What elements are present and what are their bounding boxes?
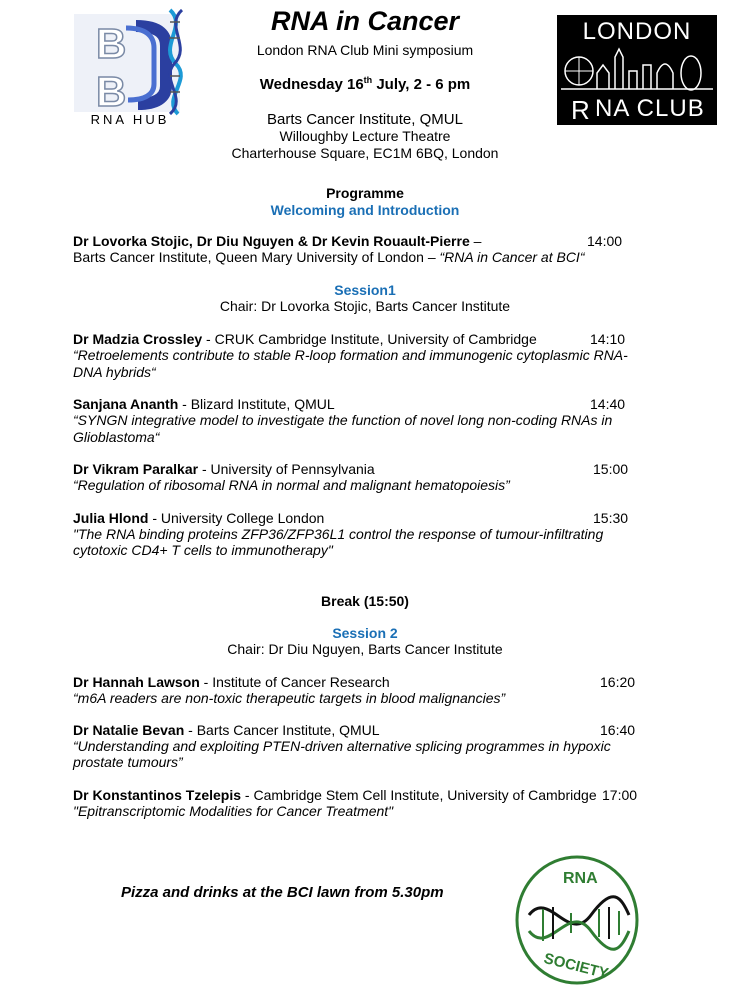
talk-time: 16:20 — [600, 674, 636, 690]
talk-title-cont: cytotoxic CD4+ T cells to immunotherapy" — [73, 542, 333, 558]
talk-title-cont: Glioblastoma“ — [73, 429, 160, 445]
talk-speaker: Dr Hannah Lawson - Institute of Cancer Research — [73, 674, 390, 690]
talk-speaker: Julia Hlond - University College London — [73, 510, 325, 526]
talk-speaker: Dr Natalie Bevan - Barts Cancer Institute, QMUL — [73, 722, 380, 738]
break-label: Break (15:50) — [321, 593, 409, 609]
welcome-heading: Welcoming and Introduction — [270, 202, 460, 218]
talk-time: 15:30 — [593, 510, 629, 526]
talk-time: 14:10 — [590, 331, 626, 347]
talk-title-cont: prostate tumours” — [73, 754, 183, 770]
dna-double-helix-icon — [513, 853, 641, 987]
society-bottom-text: SOCIETY — [542, 950, 611, 983]
talk-speaker: Dr Konstantinos Tzelepis - Cambridge Stem Cell Institute, University of Cambridge — [73, 787, 597, 803]
london-logo-line1: LONDON — [582, 18, 692, 45]
talk-time: 16:40 — [600, 722, 636, 738]
venue: Barts Cancer Institute, QMUL — [267, 111, 463, 128]
talk-speaker: Sanjana Ananth - Blizard Institute, QMUL — [73, 396, 335, 412]
talk-speaker: Dr Madzia Crossley - CRUK Cambridge Institute, University of Cambridge — [73, 331, 537, 347]
talk-title: "The RNA binding proteins ZFP36/ZFP36L1 control the response of tumour-infiltrating — [73, 526, 604, 542]
talk-title: “Understanding and exploiting PTEN-driven alternative splicing programmes in hypoxic — [73, 738, 611, 754]
session1-chair: Chair: Dr Lovorka Stojic, Barts Cancer Institute — [219, 298, 511, 314]
london-logo-line2: NA CLUB — [595, 95, 705, 122]
event-date: Wednesday 16th July, 2 - 6 pm — [259, 75, 471, 93]
london-rna-club-logo — [557, 15, 717, 125]
talk-title: “Retroelements contribute to stable R-loop formation and immunogenic cytoplasmic RNA- — [73, 347, 628, 363]
bci-logo-text: RNA HUB — [90, 112, 170, 127]
talk-title: “SYNGN integrative model to investigate the function of novel long non-coding RNAs in — [73, 412, 613, 428]
closing-note: Pizza and drinks at the BCI lawn from 5.30pm — [121, 884, 444, 901]
talk-title-cont: DNA hybrids“ — [73, 364, 156, 380]
page-title: RNA in Cancer — [270, 6, 460, 36]
intro-time: 14:00 — [587, 233, 623, 249]
talk-time: 15:00 — [593, 461, 629, 477]
intro-affiliation: Barts Cancer Institute, Queen Mary University of London – “RNA in Cancer at BCI“ — [73, 249, 585, 265]
room: Willoughby Lecture Theatre — [279, 128, 451, 144]
talk-title: “Regulation of ribosomal RNA in normal and malignant hematopoiesis” — [73, 477, 510, 493]
programme-heading: Programme — [326, 185, 404, 201]
subtitle: London RNA Club Mini symposium — [256, 42, 474, 58]
talk-speaker: Dr Vikram Paralkar - University of Pennsylvania — [73, 461, 375, 477]
intro-speakers: Dr Lovorka Stojic, Dr Diu Nguyen & Dr Kevin Rouault-Pierre – — [73, 233, 482, 249]
session2-label: Session 2 — [332, 625, 398, 641]
session1-label: Session1 — [334, 282, 396, 298]
svg-text:B: B — [96, 68, 127, 115]
session2-chair: Chair: Dr Diu Nguyen, Barts Cancer Institute — [227, 641, 503, 657]
talk-title: “m6A readers are non-toxic therapeutic targets in blood malignancies” — [73, 690, 506, 706]
svg-text:R: R — [571, 95, 590, 125]
address: Charterhouse Square, EC1M 6BQ, London — [231, 145, 499, 161]
svg-text:B: B — [96, 20, 127, 67]
society-top-text: RNA — [563, 870, 598, 887]
talk-time: 17:00 — [602, 787, 638, 803]
rna-society-logo — [513, 853, 641, 987]
talk-title: "Epitranscriptomic Modalities for Cancer Treatment" — [73, 803, 394, 819]
talk-time: 14:40 — [590, 396, 626, 412]
bci-rna-hub-logo — [66, 6, 196, 130]
